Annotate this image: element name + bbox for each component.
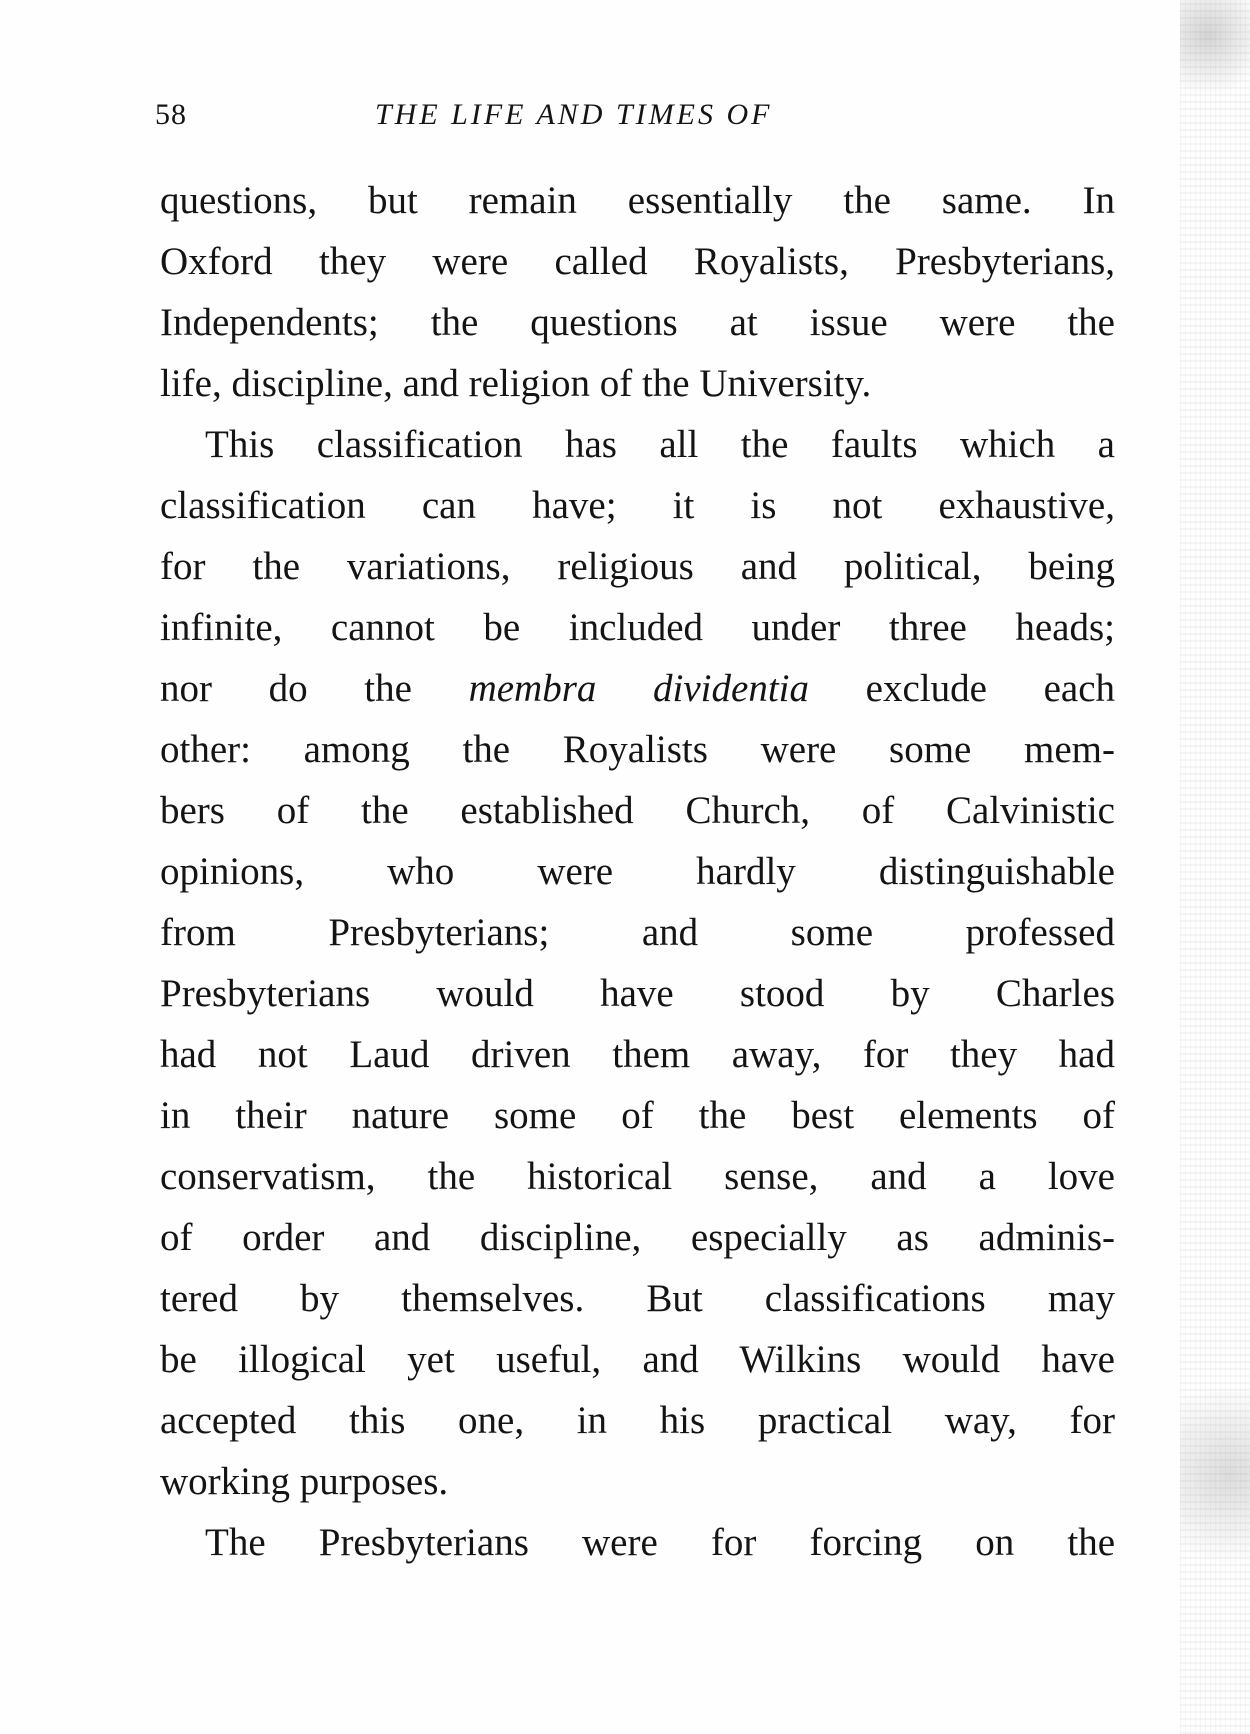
paragraph-start-line: The Presbyterians were for forcing on the bbox=[205, 1521, 1115, 1564]
text-line: life, discipline, and religion of the University. bbox=[160, 362, 872, 405]
text-line: questions, but remain essentially the same. In bbox=[160, 179, 1115, 222]
page-number: 58 bbox=[155, 98, 187, 131]
text-line: classification can have; it is not exhaustive, bbox=[160, 484, 1115, 527]
text-line: in their nature some of the best elements of bbox=[160, 1094, 1115, 1137]
scanned-page-edge bbox=[1180, 0, 1250, 1734]
italic-latin-phrase: membra dividentia bbox=[468, 667, 810, 710]
text-line: other: among the Royalists were some mem- bbox=[160, 728, 1115, 771]
running-head bbox=[155, 98, 1115, 138]
text-line: be illogical yet useful, and Wilkins would have bbox=[160, 1338, 1115, 1381]
text-line: accepted this one, in his practical way, for bbox=[160, 1399, 1115, 1442]
text-line: had not Laud driven them away, for they had bbox=[160, 1033, 1115, 1076]
text-line: for the variations, religious and political, being bbox=[160, 545, 1115, 588]
text-line: conservatism, the historical sense, and a love bbox=[160, 1155, 1115, 1198]
text-line: of order and discipline, especially as adminis- bbox=[160, 1216, 1115, 1259]
text-segment: nor do the bbox=[160, 667, 469, 710]
text-line: Independents; the questions at issue were the bbox=[160, 301, 1115, 344]
paragraph-start-line: This classification has all the faults which a bbox=[205, 423, 1115, 466]
text-line: bers of the established Church, of Calvinistic bbox=[160, 789, 1115, 832]
text-line: Presbyterians would have stood by Charles bbox=[160, 972, 1115, 1015]
text-line: tered by themselves. But classifications may bbox=[160, 1277, 1115, 1320]
text-line: from Presbyterians; and some professed bbox=[160, 911, 1115, 954]
body-text bbox=[160, 170, 1115, 1573]
running-title: THE LIFE AND TIMES OF bbox=[375, 98, 773, 131]
text-segment: exclude each bbox=[809, 667, 1116, 710]
text-line: Oxford they were called Royalists, Presbyterians, bbox=[160, 240, 1115, 283]
text-line-with-italic bbox=[160, 658, 1115, 719]
text-line: working purposes. bbox=[160, 1460, 449, 1503]
text-line: opinions, who were hardly distinguishable bbox=[160, 850, 1115, 893]
text-line: infinite, cannot be included under three heads; bbox=[160, 606, 1115, 649]
